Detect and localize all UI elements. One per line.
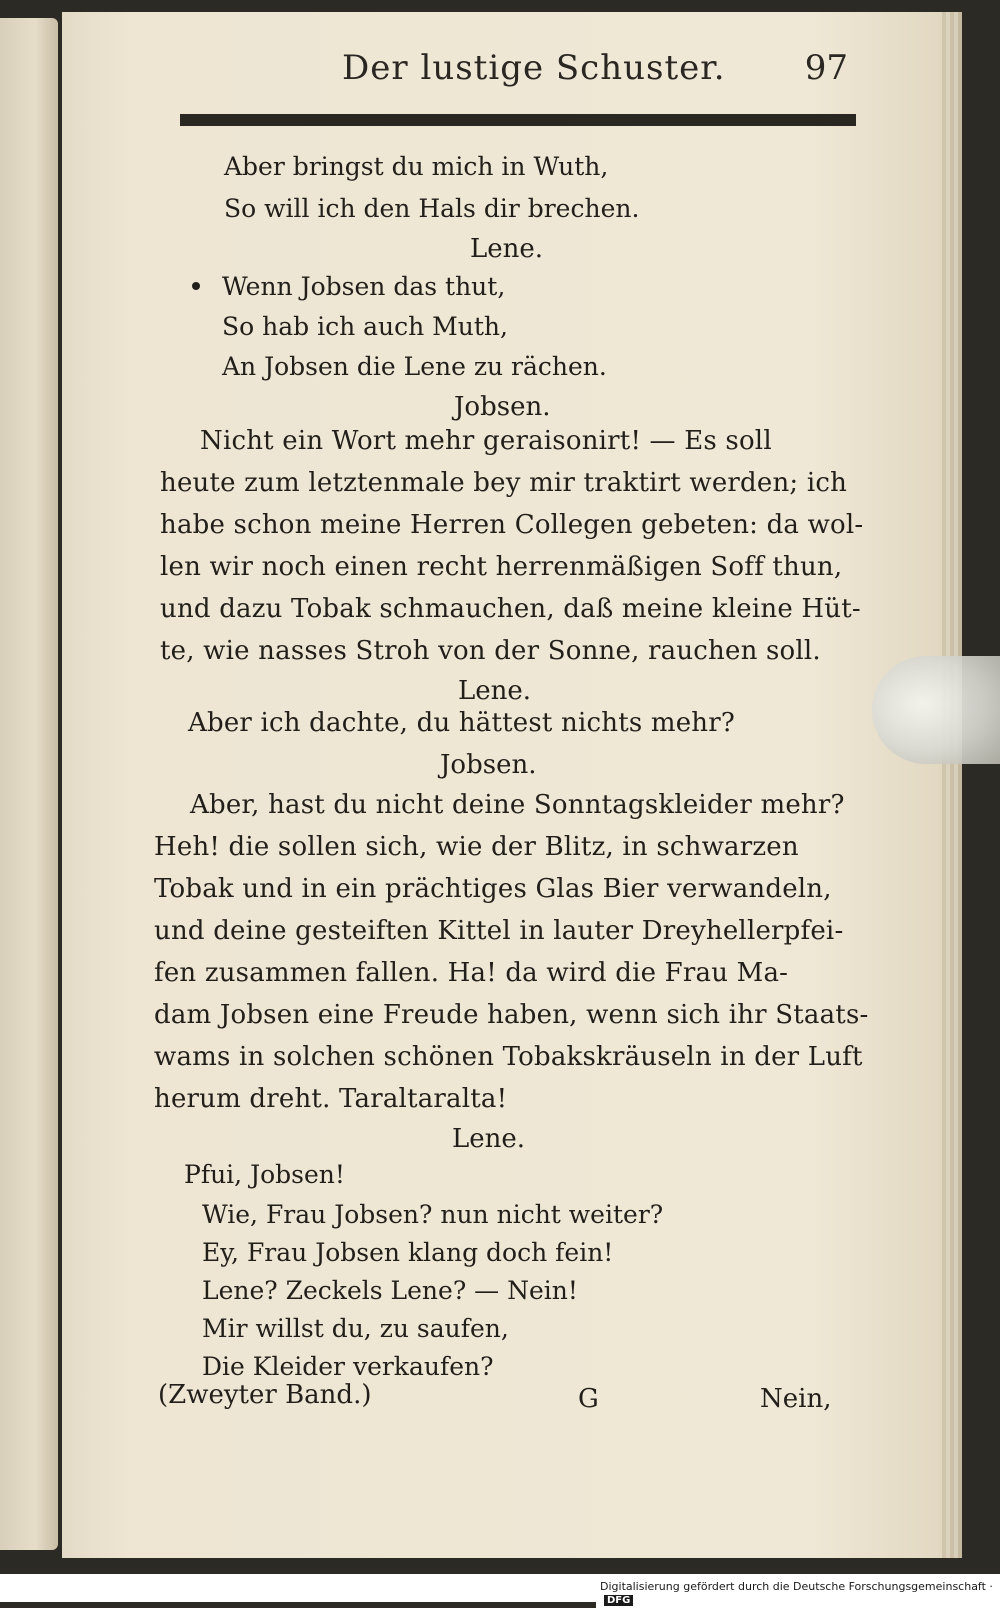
text-line: heute zum letztenmale bey mir traktirt werden; ich — [160, 468, 848, 498]
text-line: wams in solchen schönen Tobakskräuseln in der Luft — [154, 1042, 863, 1072]
facing-page-edge — [0, 18, 58, 1550]
text-line: und deine gesteiften Kittel in lauter Dreyhellerpfei- — [154, 916, 844, 946]
speaker-name: Lene. — [458, 676, 532, 706]
text-line: Nicht ein Wort mehr geraisonirt! — Es soll — [200, 426, 772, 456]
page-number: 97 — [804, 48, 848, 88]
header-rule — [180, 114, 856, 124]
page-clip-marker — [872, 656, 1000, 764]
text-line: te, wie nasses Stroh von der Sonne, rauchen soll. — [160, 636, 821, 666]
text-line: Heh! die sollen sich, wie der Blitz, in schwarzen — [154, 832, 799, 862]
text-line: So hab ich auch Muth, — [222, 312, 508, 341]
text-line: Aber, hast du nicht deine Sonntagskleider mehr? — [190, 790, 845, 820]
text-line: Wie, Frau Jobsen? nun nicht weiter? — [202, 1200, 664, 1229]
text-line: Aber ich dachte, du hättest nichts mehr? — [188, 708, 736, 738]
text-line: und dazu Tobak schmauchen, daß meine kleine Hüt- — [160, 594, 861, 624]
dfg-logo: DFG — [604, 1595, 633, 1606]
speaker-name: Lene. — [470, 234, 544, 264]
text-line: Wenn Jobsen das thut, — [222, 272, 506, 301]
text-line: fen zusammen fallen. Ha! da wird die Frau Ma- — [154, 958, 789, 988]
page-header — [112, 48, 852, 92]
signature-note: (Zweyter Band.) — [158, 1380, 372, 1410]
speaker-name: Lene. — [452, 1124, 526, 1154]
text-line: habe schon meine Herren Collegen gebeten: da wol- — [160, 510, 864, 540]
catchword: Nein, — [760, 1384, 832, 1414]
text-line: Aber bringst du mich in Wuth, — [224, 152, 609, 181]
signature-mark: G — [578, 1384, 599, 1414]
text-line: Tobak und in ein prächtiges Glas Bier verwandeln, — [154, 874, 832, 904]
running-title: Der lustige Schuster. — [342, 48, 726, 88]
credit-text: Digitalisierung gefördert durch die Deutsche Forschungsgemeinschaft · — [600, 1580, 993, 1593]
text-line: Pfui, Jobsen! — [184, 1160, 345, 1189]
text-line: dam Jobsen eine Freude haben, wenn sich ihr Staats- — [154, 1000, 869, 1030]
text-line: herum dreht. Taraltaralta! — [154, 1084, 508, 1114]
text-line: Ey, Frau Jobsen klang doch fein! — [202, 1238, 614, 1267]
digitization-credit — [596, 1578, 1000, 1608]
text-line: Die Kleider verkaufen? — [202, 1352, 494, 1381]
text-line: Lene? Zeckels Lene? — Nein! — [202, 1276, 578, 1305]
ink-dot-mark — [192, 282, 200, 290]
header-rule-thin — [180, 124, 856, 126]
text-line: An Jobsen die Lene zu rächen. — [222, 352, 607, 381]
speaker-name: Jobsen. — [454, 392, 551, 422]
text-line: So will ich den Hals dir brechen. — [224, 194, 640, 223]
text-line: Mir willst du, zu saufen, — [202, 1314, 509, 1343]
speaker-name: Jobsen. — [440, 750, 537, 780]
text-line: len wir noch einen recht herrenmäßigen Soff thun, — [160, 552, 843, 582]
